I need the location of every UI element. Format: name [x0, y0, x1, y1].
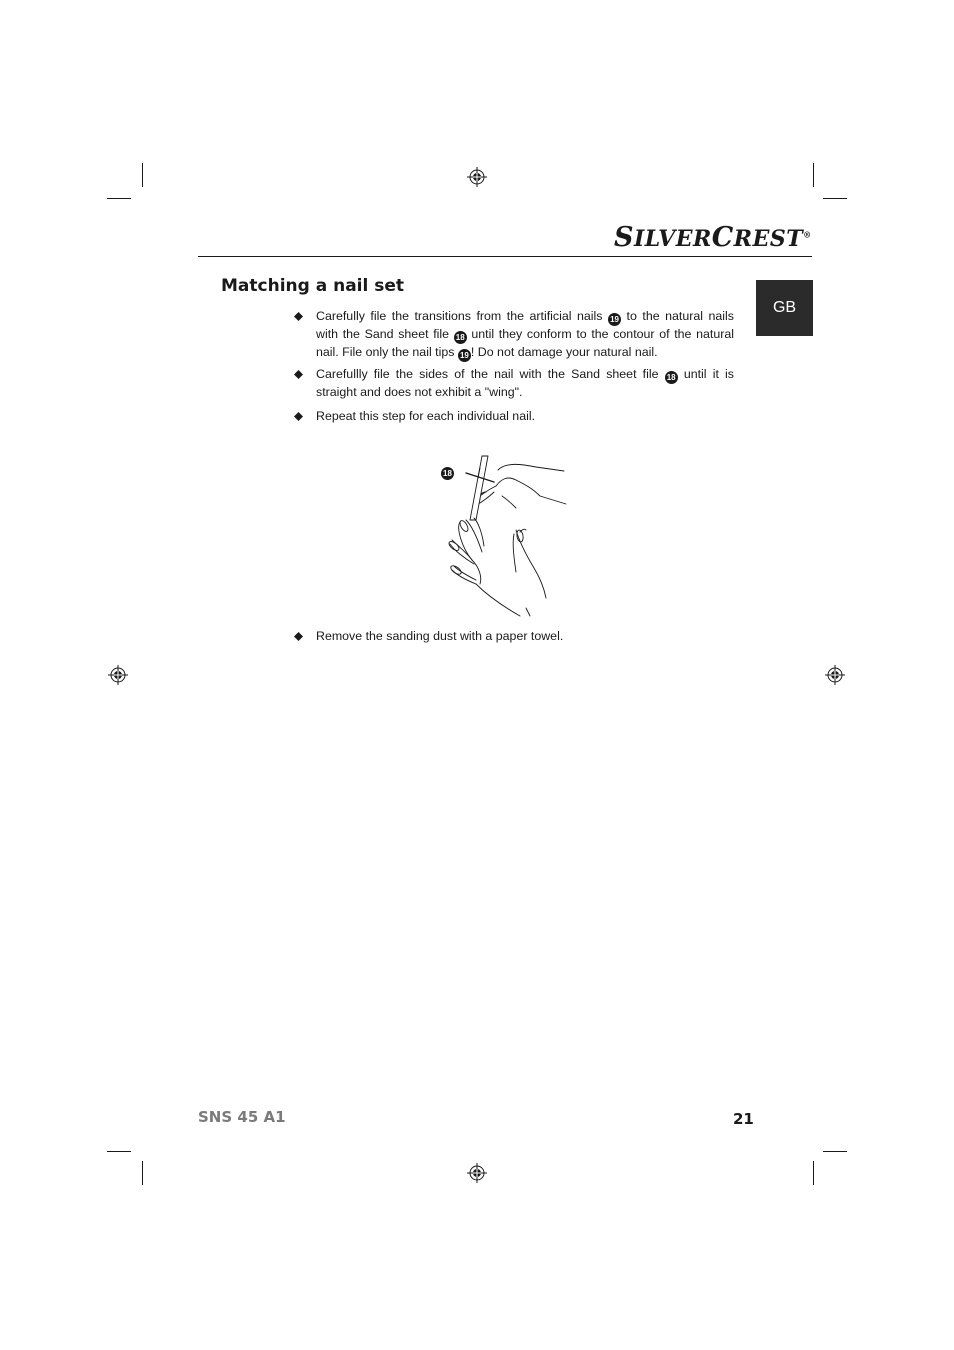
crop-mark: [107, 1151, 131, 1152]
language-tab: [756, 280, 813, 336]
crop-mark: [142, 163, 143, 187]
list-item-text: [316, 628, 734, 645]
header-rule: [198, 256, 812, 257]
list-item: [294, 366, 734, 401]
brand-initial: S: [614, 222, 634, 253]
callout-number: 19: [608, 313, 621, 326]
crop-mark: [107, 198, 131, 199]
text-run: until it is straight and does not exhibit a "wing".: [316, 367, 735, 399]
crop-mark: [823, 1151, 847, 1152]
crop-mark: [823, 198, 847, 199]
diamond-bullet-icon: [294, 412, 303, 421]
text-run: until they conform to the contour of the natural nail. File only the nail tips: [316, 327, 735, 359]
hand-filing-nail-illustration: [436, 448, 576, 620]
list-item-text: [316, 308, 734, 362]
diamond-bullet-icon: [294, 632, 303, 641]
crop-mark: [813, 163, 814, 187]
page-number: 21: [733, 1110, 754, 1128]
list-item-text: [316, 408, 734, 425]
crop-mark: [142, 1161, 143, 1185]
brand-initial: C: [711, 222, 734, 253]
language-tab-label: GB: [772, 299, 797, 316]
text-run: Carefully file the transitions from the artificial nails: [316, 309, 609, 323]
registration-mark-icon: [825, 665, 845, 685]
diamond-bullet-icon: [294, 370, 303, 379]
brand-text: REST: [733, 226, 804, 252]
callout-number: 18: [454, 331, 467, 344]
text-run: to the natural nails with the Sand sheet file: [316, 309, 734, 341]
callout-number: 19: [458, 349, 471, 362]
registered-mark: ®: [803, 229, 812, 240]
text-run: Remove the sanding dust with a paper towel.: [316, 629, 564, 643]
callout-number: 18: [665, 371, 678, 384]
callout-number: 18: [441, 467, 454, 480]
registration-mark-icon: [467, 1163, 487, 1183]
list-item-text: [316, 366, 734, 401]
text-run: ! Do not damage your natural nail.: [470, 345, 658, 359]
footer-model: SNS 45 A1: [198, 1108, 286, 1126]
registration-mark-icon: [467, 167, 487, 187]
list-item: [294, 408, 734, 425]
registration-mark-icon: [108, 665, 128, 685]
text-run: Repeat this step for each individual nail.: [316, 409, 536, 423]
crop-mark: [813, 1161, 814, 1185]
brand-text: ILVER: [634, 226, 712, 252]
list-item: [294, 628, 734, 645]
figure-callout: [441, 459, 454, 480]
text-run: Carefullly file the sides of the nail with the Sand sheet file: [316, 367, 665, 381]
brand-logo: [614, 222, 812, 253]
list-item: [294, 308, 734, 362]
section-title: Matching a nail set: [221, 276, 405, 296]
diamond-bullet-icon: [294, 312, 303, 321]
